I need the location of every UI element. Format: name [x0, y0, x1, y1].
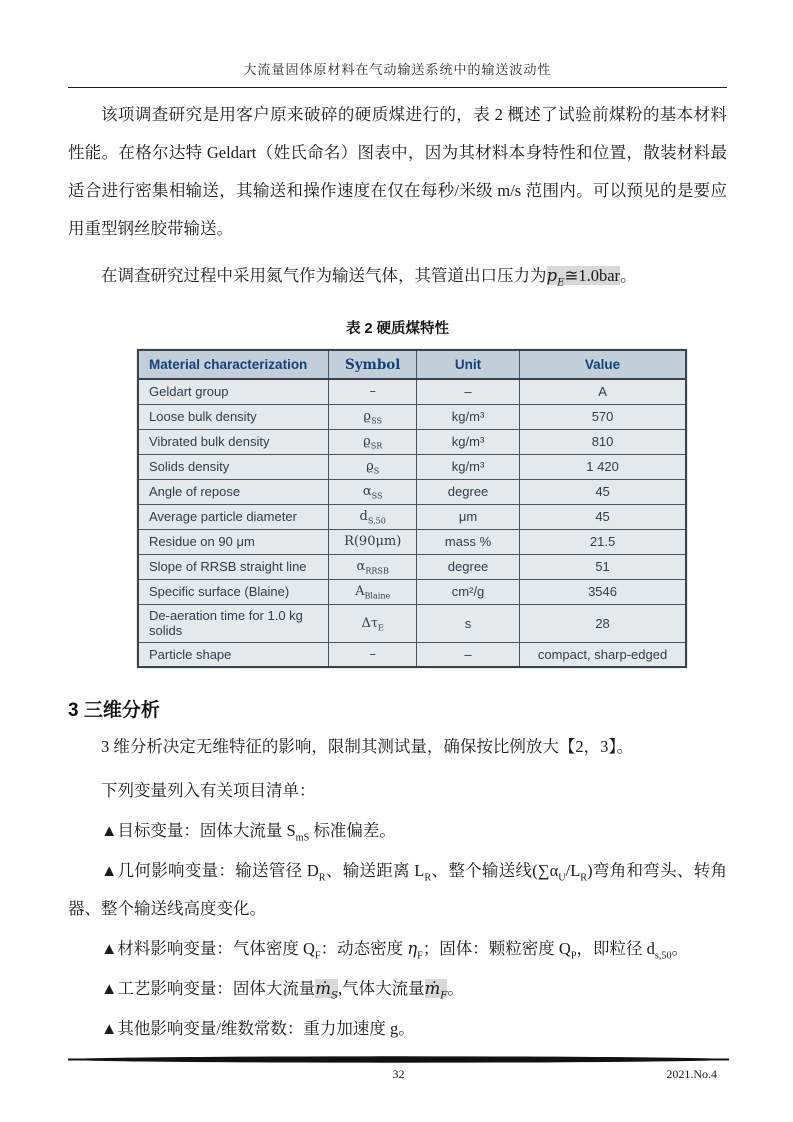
symbol-cell: $A_{Blaine}$: [329, 579, 417, 604]
formula-p-subscript: E: [557, 277, 565, 289]
table-row: [138, 429, 686, 454]
table-header-row: [138, 350, 686, 379]
unit-cell: degree: [416, 479, 519, 504]
page-footer: [68, 1055, 729, 1082]
paragraph-pressure: [68, 257, 727, 295]
eta-symbol: η: [407, 939, 418, 958]
value-cell: 3546: [520, 579, 686, 604]
sentence-end: 。: [620, 266, 637, 285]
table-caption: 表 2 硬质煤特性: [345, 321, 450, 337]
symbol-cell: $ϱ_{SR}$: [329, 429, 417, 454]
unit-cell: mass %: [416, 529, 519, 554]
value-cell: 45: [520, 479, 686, 504]
symbol-cell: –: [329, 379, 417, 404]
symbol-cell: $\alpha_{SS}$: [329, 479, 417, 504]
unit-cell: μm: [416, 504, 519, 529]
value-cell: 810: [520, 429, 686, 454]
header-unit: Unit: [416, 350, 519, 379]
bullet-geometry-variables: ▲几何影响变量：输送管径 $D_R$、输送距离 $L_R$、整个输送线$(\sum\alpha_U/L_R)$弯角和弯头、转角器、整个输送线高度变化。: [68, 861, 727, 918]
coal-properties-table: [137, 349, 687, 668]
table-row: [138, 479, 686, 504]
material-cell: Solids density: [138, 454, 329, 479]
table-row: [138, 454, 686, 479]
unit-cell: –: [416, 642, 519, 667]
table-head: [138, 350, 686, 379]
header-rule: [68, 87, 727, 88]
symbol-cell: $d_{S,50}$: [329, 504, 417, 529]
page-body: [0, 96, 793, 1048]
header-symbol: Symbol: [329, 350, 417, 379]
table-row: [138, 504, 686, 529]
table-row: [138, 579, 686, 604]
unit-cell: cm²/g: [416, 579, 519, 604]
running-title: 大流量固体原材料在气动输送系统中的输送波动性: [243, 62, 552, 77]
material-cell: Slope of RRSB straight line: [138, 554, 329, 579]
symbol-cell: $\alpha_{RRSB}$: [329, 554, 417, 579]
pressure-formula: [546, 266, 621, 289]
symbol-cell: R(90μm): [329, 529, 417, 554]
value-cell: 51: [520, 554, 686, 579]
unit-cell: kg/m³: [416, 454, 519, 479]
value-cell: 45: [520, 504, 686, 529]
symbol-cell: $\Delta\tau_E$: [329, 604, 417, 642]
solids-flow-formula: ṁ$_S$: [315, 979, 339, 1002]
value-cell: 28: [520, 604, 686, 642]
footer-row: [68, 1067, 729, 1082]
formula-p-symbol: p: [546, 266, 558, 285]
material-cell: Particle shape: [138, 642, 329, 667]
material-cell: Loose bulk density: [138, 404, 329, 429]
table-row: [138, 404, 686, 429]
gas-flow-formula: ṁ$_F$: [424, 979, 448, 1002]
material-cell: Angle of repose: [138, 479, 329, 504]
symbol-cell: –: [329, 642, 417, 667]
header-value: Value: [520, 350, 686, 379]
unit-cell: degree: [416, 554, 519, 579]
material-cell: Vibrated bulk density: [138, 429, 329, 454]
section-paragraph-2: 下列变量列入有关项目清单：: [101, 781, 316, 800]
coal-properties-table-image: [136, 348, 688, 669]
paragraph-intro: 该项调查研究是用客户原来破碎的硬质煤进行的，表 2 概述了试验前煤粉的基本材料性能。在格尔达特 Geldart（姓氏命名）图表中，因为其材料本身特性和位置，散装材料最适合进行密集相输送，其输送和操作速度在仅在每秒/米级 m/s 范围内。可以预见的是要应用重型钢丝胶带输送。: [68, 105, 727, 238]
value-cell: 21.5: [520, 529, 686, 554]
material-cell: Geldart group: [138, 379, 329, 404]
symbol-cell: $ϱ_S$: [329, 454, 417, 479]
value-cell: A: [520, 379, 686, 404]
unit-cell: kg/m³: [416, 404, 519, 429]
table-row: [138, 554, 686, 579]
bullet-material-variables: ▲材料影响变量：气体密度 $Q_F$：动态密度 $\eta_F$；固体：颗粒密度 $Q_P$，即粒径 $d_{s,50}$。: [101, 939, 689, 962]
bullet-target-variable: ▲目标变量：固体大流量 $S_{mS}$ 标准偏差。: [101, 821, 396, 844]
bullet-other-variables: ▲其他影响变量/维数常数：重力加速度 g。: [101, 1019, 415, 1038]
table-row: [138, 529, 686, 554]
table-row: [138, 642, 686, 667]
pressure-text: 在调查研究过程中采用氮气作为输送气体，其管道出口压力为: [101, 266, 547, 285]
section-heading: 3 三维分析: [68, 700, 160, 721]
issue-label: 2021.No.4: [666, 1067, 717, 1081]
footer-rule: [68, 1055, 729, 1064]
unit-cell: kg/m³: [416, 429, 519, 454]
page-header: [0, 0, 793, 88]
unit-cell: –: [416, 379, 519, 404]
value-cell: compact, sharp-edged: [520, 642, 686, 667]
material-cell: Specific surface (Blaine): [138, 579, 329, 604]
value-cell: 570: [520, 404, 686, 429]
symbol-cell: $ϱ_{SS}$: [329, 404, 417, 429]
table-row: [138, 604, 686, 642]
header-material: Material characterization: [138, 350, 329, 379]
table-body: [138, 379, 686, 667]
table-row: [138, 379, 686, 404]
bullet-process-variables: ▲工艺影响变量：固体大流量ṁ$_S$,气体大流量ṁ$_F$。: [101, 979, 464, 1002]
formula-value: ≅1.0bar: [564, 266, 621, 285]
material-cell: Average particle diameter: [138, 504, 329, 529]
value-cell: 1 420: [520, 454, 686, 479]
material-cell: De-aeration time for 1.0 kg solids: [138, 604, 329, 642]
page-number: 32: [392, 1067, 405, 1081]
material-cell: Residue on 90 μm: [138, 529, 329, 554]
section-paragraph-1: 3 维分析决定无维特征的影响，限制其测试量，确保按比例放大【2，3】。: [101, 737, 634, 756]
unit-cell: s: [416, 604, 519, 642]
